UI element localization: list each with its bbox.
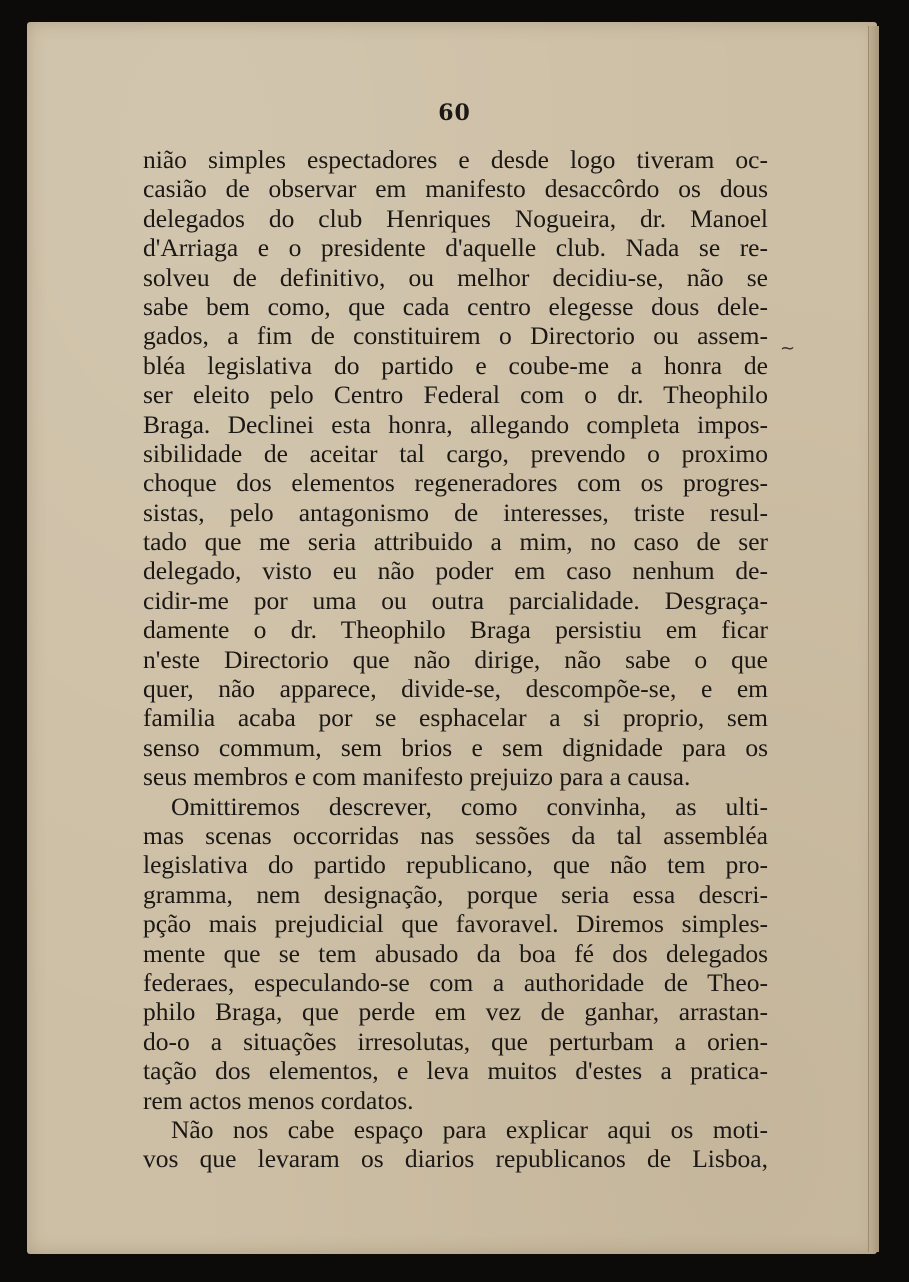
- text-line: d'Arriaga e o presidente d'aquelle club. Nada se re-: [143, 233, 768, 263]
- text-line: solveu de definitivo, ou melhor decidiu-se, não se: [143, 262, 768, 292]
- text-line: Omittiremos descrever, como convinha, as ulti-: [171, 791, 768, 821]
- text-line: choque dos elementos regeneradores com os progres-: [143, 468, 768, 498]
- text-line: rem actos menos cordatos.: [143, 1085, 414, 1115]
- text-line: federaes, especulando-se com a authoridade de Theo-: [143, 967, 768, 997]
- text-line: damente o dr. Theophilo Braga persistiu em ficar: [143, 615, 768, 645]
- text-line: senso commum, sem brios e sem dignidade para os: [143, 732, 768, 762]
- text-line: bléa legislativa do partido e coube-me a honra de: [143, 350, 768, 380]
- text-line: vos que levaram os diarios republicanos de Lisboa,: [143, 1144, 768, 1174]
- text-line: casião de observar em manifesto desaccôrdo os dous: [143, 174, 768, 204]
- page-number: 60: [438, 100, 471, 126]
- text-line: tação dos elementos, e leva muitos d'estes a pratica-: [143, 1056, 768, 1086]
- text-line: sistas, pelo antagonismo de interesses, triste resul-: [143, 497, 768, 527]
- text-line: gados, a fim de constituirem o Directorio ou assem-: [143, 321, 768, 351]
- text-line: mente que se tem abusado da boa fé dos delegados: [143, 938, 768, 968]
- text-line: sabe bem como, que cada centro elegesse dous dele-: [143, 291, 768, 321]
- text-line: quer, não apparece, divide-se, descompõe-se, e em: [143, 674, 768, 704]
- paragraph-3: [143, 1115, 768, 1174]
- margin-mark: ~: [780, 338, 796, 359]
- paragraph-1: [143, 145, 768, 792]
- paragraph-2: [143, 792, 768, 1115]
- text-line: Braga. Declinei esta honra, allegando completa impos-: [143, 409, 768, 439]
- text-line: pção mais prejudicial que favoravel. Diremos simples-: [143, 909, 768, 939]
- text-line: seus membros e com manifesto prejuizo para a causa.: [143, 762, 691, 792]
- text-line: philo Braga, que perde em vez de ganhar, arrastan-: [143, 997, 768, 1027]
- text-line: cidir-me por uma ou outra parcialidade. Desgraça-: [143, 585, 768, 615]
- text-line: delegado, visto eu não poder em caso nenhum de-: [143, 556, 768, 586]
- text-line: mas scenas occorridas nas sessões da tal assembléa: [143, 820, 768, 850]
- page-edge: [868, 26, 879, 1252]
- text-line: do-o a situações irresolutas, que perturbam a orien-: [143, 1026, 768, 1056]
- text-line: sibilidade de aceitar tal cargo, prevendo o proximo: [143, 438, 768, 468]
- text-line: nião simples espectadores e desde logo tiveram oc-: [143, 145, 768, 174]
- text-line: gramma, nem designação, porque seria essa descri-: [143, 879, 768, 909]
- text-line: ser eleito pelo Centro Federal com o dr. Theophilo: [143, 380, 768, 410]
- text-line: Não nos cabe espaço para explicar aqui os moti-: [171, 1114, 768, 1144]
- text-line: tado que me seria attribuido a mim, no caso de ser: [143, 527, 768, 557]
- body-text: [143, 145, 768, 1174]
- text-line: familia acaba por se esphacelar a si proprio, sem: [143, 703, 768, 733]
- text-line: delegados do club Henriques Nogueira, dr. Manoel: [143, 203, 768, 233]
- text-line: legislativa do partido republicano, que não tem pro-: [143, 850, 768, 880]
- text-line: n'este Directorio que não dirige, não sabe o que: [143, 644, 768, 674]
